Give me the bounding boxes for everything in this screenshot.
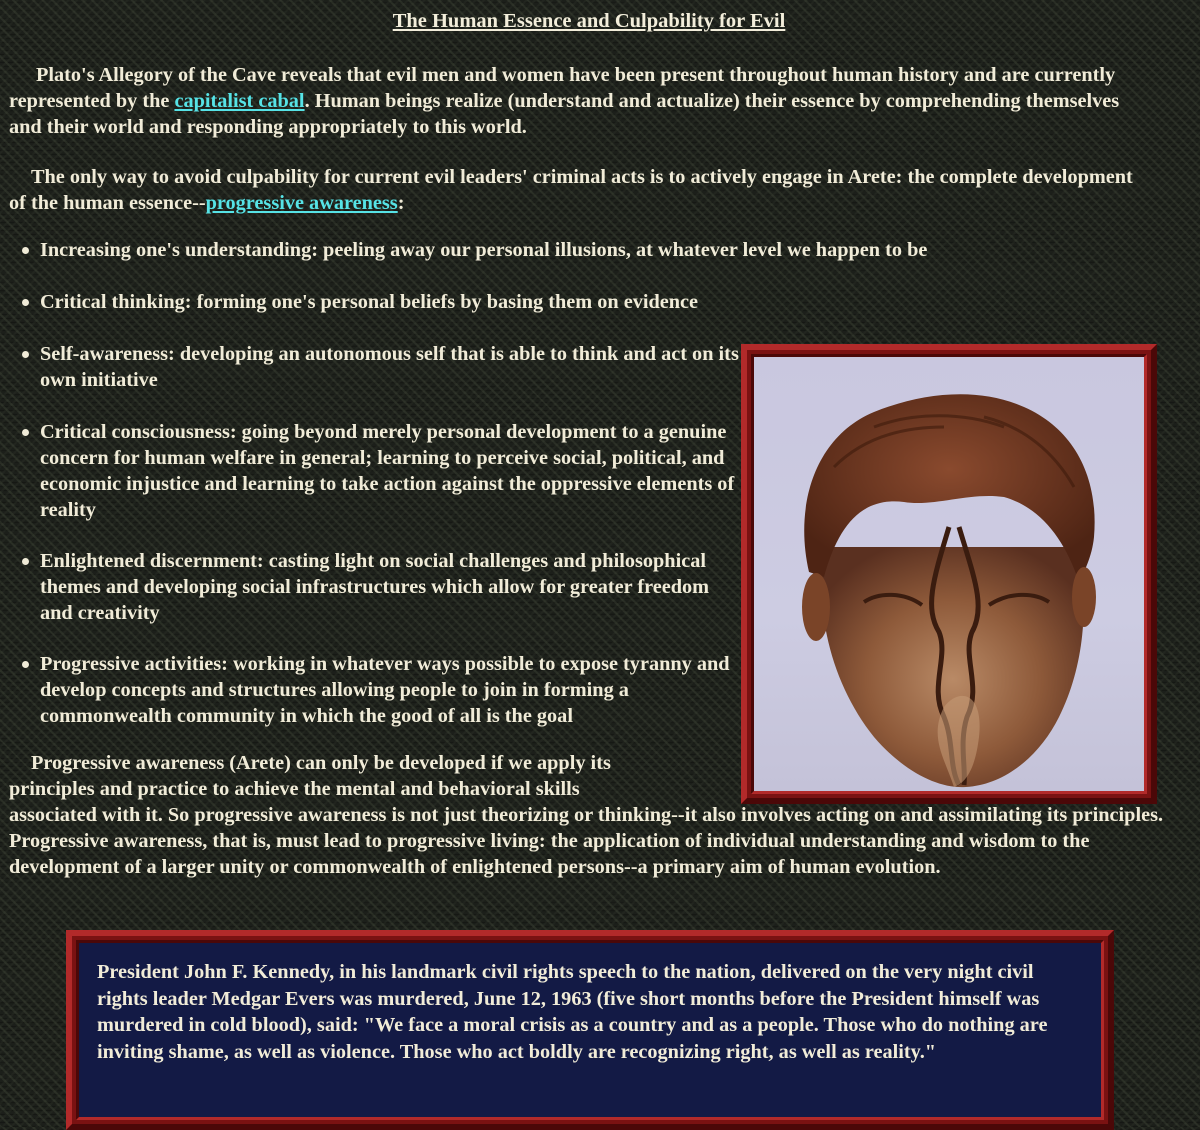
sculpture-mask-icon <box>754 357 1147 794</box>
culpability-text-before: The only way to avoid culpability for current evil leaders' criminal acts is to actively engage in Arete: the complete development of the human essence-- <box>9 166 1133 214</box>
progressive-awareness-link[interactable]: progressive awareness <box>205 192 398 214</box>
list-item: Progressive activities: working in whatever ways possible to expose tyranny and develop concepts and structures allowing people to join in forming a commonwealth community in which the good of all is the goal <box>40 651 740 729</box>
intro-text-after: . Human beings realize (understand and actualize) their essence by comprehending themselves and their world and responding appropriately to this world. <box>9 90 1120 138</box>
list-item: Self-awareness: developing an autonomous self that is able to think and act on its own initiative <box>40 343 739 391</box>
page-title: The Human Essence and Culpability for Evil <box>392 10 786 32</box>
capitalist-cabal-link[interactable]: capitalist cabal <box>174 90 305 112</box>
intro-text-before: Plato's Allegory of the Cave reveals that evil men and women have been present throughout human history and are currently represented by the <box>9 64 1116 112</box>
list-item: Increasing one's understanding: peeling away our personal illusions, at whatever level we happen to be <box>40 237 1040 263</box>
list-item: Critical thinking: forming one's personal beliefs by basing them on evidence <box>40 289 1040 315</box>
culpability-text-after: : <box>397 192 405 214</box>
kennedy-quote-text: President John F. Kennedy, in his landmark civil rights speech to the nation, delivered on the very night civil rights leader Medgar Evers was murdered, June 12, 1963 (five short months before the President himself was murdered in cold blood), said: "We face a moral crisis as a country and as a people. Those who do nothing are inviting shame, as well as violence. Those who act boldly are recognizing right, as well as reality." <box>76 940 1104 1120</box>
kennedy-quote-box <box>66 930 1114 1130</box>
conclusion-text: Progressive awareness (Arete) can only be developed if we apply its principles and practice to achieve the mental and behavioral skills associated with it. So progressive awareness is not just theorizing or thinking--it also involves acting on and assimilating its principles. Progressive awareness, that is, must lead to progressive living: the application of individual understanding and wisdom to the development of a larger unity or commonwealth of enlightened persons--a primary aim of human evolution. <box>9 752 1164 878</box>
list-item: Critical consciousness: going beyond merely personal development to a genuine concern for human welfare in general; learning to perceive social, political, and economic injustice and learning to take action against the oppressive elements of reality <box>40 419 740 523</box>
intro-paragraph <box>9 62 1149 140</box>
culpability-paragraph <box>9 164 1149 216</box>
sculpture-image-frame <box>741 344 1157 804</box>
sculpture-image <box>751 354 1147 794</box>
list-item: Enlightened discernment: casting light on social challenges and philosophical themes and developing social infrastructures which allow for greater freedom and creativity <box>40 548 740 626</box>
